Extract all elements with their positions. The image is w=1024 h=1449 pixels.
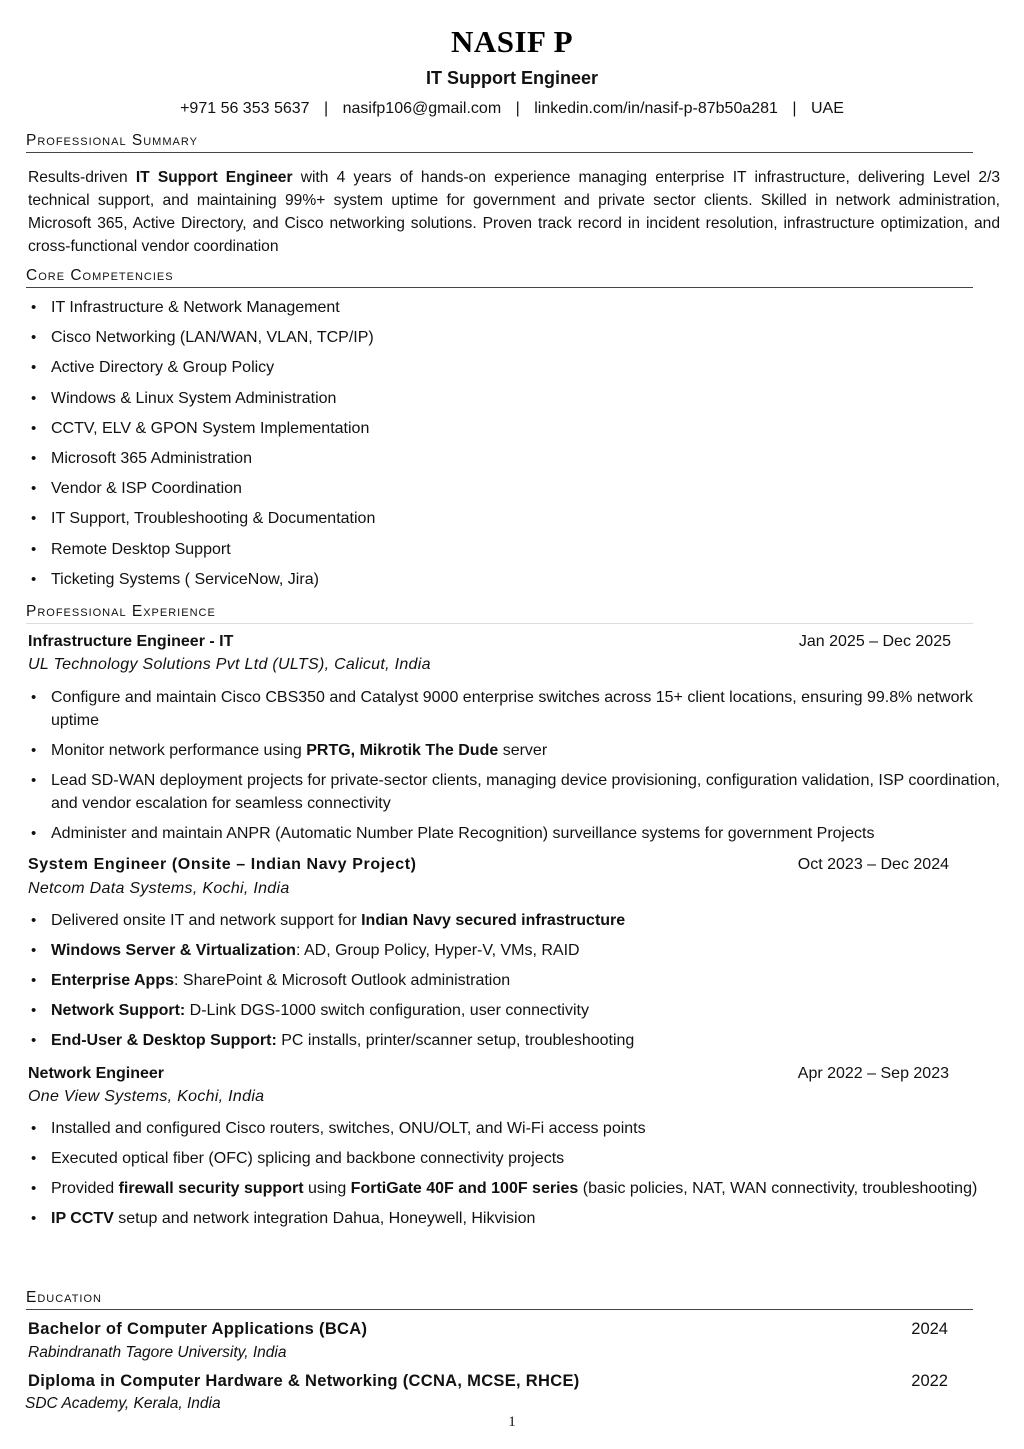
job-title: Network Engineer <box>28 1065 165 1082</box>
location: UAE <box>811 100 844 117</box>
contact-separator: | <box>792 100 797 117</box>
list-item: • Active Directory & Group Policy <box>28 353 375 383</box>
linkedin-link[interactable]: linkedin.com/in/nasif-p-87b50a281 <box>534 100 778 117</box>
competencies-list <box>28 293 375 595</box>
list-item: • Network Support: D-Link DGS-1000 switch configuration, user connectivity <box>28 999 1001 1022</box>
contact-line <box>0 100 1024 118</box>
list-item: • Cisco Networking (LAN/WAN, VLAN, TCP/IP) <box>28 323 375 353</box>
list-item: • Delivered onsite IT and network support for Indian Navy secured infrastructure <box>28 909 1001 932</box>
summary-text-post: with 4 years of hands-on experience managing enterprise IT infrastructure, delivering Level 2/3 technical support, and maintaining 99%+ system uptime for government and private sector clients. Skilled in network administration, Microsoft 365, Active Directory, and Cisco networking solutions. Proven track record in incident resolution, infrastructure optimization, and cross-functional vendor coordination <box>28 169 1000 255</box>
list-item: • End-User & Desktop Support: PC installs, printer/scanner setup, troubleshooting <box>28 1029 1001 1052</box>
company-name: One View Systems, Kochi, India <box>28 1088 265 1105</box>
job-title: Infrastructure Engineer - IT <box>28 633 234 650</box>
section-heading-education: Education <box>26 1289 973 1310</box>
contact-separator: | <box>324 100 329 117</box>
list-item: • IT Support, Troubleshooting & Documentation <box>28 504 375 534</box>
degree-year: 2024 <box>911 1320 948 1338</box>
list-item: • Installed and configured Cisco routers, switches, ONU/OLT, and Wi-Fi access points <box>28 1117 1001 1140</box>
list-item: • CCTV, ELV & GPON System Implementation <box>28 414 375 444</box>
list-item: • Remote Desktop Support <box>28 535 375 565</box>
job-dates: Apr 2022 – Sep 2023 <box>797 1065 949 1082</box>
summary-paragraph <box>28 166 1000 258</box>
list-item: • Configure and maintain Cisco CBS350 and Catalyst 9000 enterprise switches across 15+ client locations, ensuring 99.8% network uptime <box>28 686 1001 732</box>
list-item: • Windows & Linux System Administration <box>28 384 375 414</box>
section-heading-summary: Professional Summary <box>26 132 973 153</box>
job-bullets <box>28 909 1001 1059</box>
list-item: • Lead SD-WAN deployment projects for private-sector clients, managing device provisioning, configuration validation, ISP coordination, and vendor escalation for seamless connectivity <box>28 769 1001 815</box>
job-title: System Engineer (Onsite – Indian Navy Project) <box>28 856 417 873</box>
institution-name: SDC Academy, Kerala, India <box>25 1395 221 1412</box>
degree-title: Diploma in Computer Hardware & Networking (CCNA, MCSE, RHCE) <box>28 1372 580 1390</box>
job-bullets <box>28 1117 1001 1237</box>
section-heading-competencies: Core Competencies <box>26 267 973 288</box>
list-item: • IT Infrastructure & Network Management <box>28 293 375 323</box>
job-dates: Oct 2023 – Dec 2024 <box>797 856 949 873</box>
summary-text-bold: IT Support Engineer <box>135 169 293 186</box>
list-item: • IP CCTV setup and network integration Dahua, Honeywell, Hikvision <box>28 1207 1001 1230</box>
institution-name: Rabindranath Tagore University, India <box>28 1344 287 1361</box>
job-bullets <box>28 686 1001 852</box>
candidate-name: NASIF P <box>450 24 574 59</box>
list-item: • Enterprise Apps: SharePoint & Microsoft Outlook administration <box>28 969 1001 992</box>
company-name: UL Technology Solutions Pvt Ltd (ULTS), Calicut, India <box>28 656 431 673</box>
list-item: • Executed optical fiber (OFC) splicing and backbone connectivity projects <box>28 1147 1001 1170</box>
job-dates: Jan 2025 – Dec 2025 <box>798 633 951 650</box>
contact-separator: | <box>515 100 520 117</box>
degree-title: Bachelor of Computer Applications (BCA) <box>28 1320 368 1338</box>
list-item: • Vendor & ISP Coordination <box>28 474 375 504</box>
phone-number: +971 56 353 5637 <box>180 100 310 117</box>
degree-year: 2022 <box>911 1372 948 1390</box>
list-item: • Windows Server & Virtualization: AD, Group Policy, Hyper-V, VMs, RAID <box>28 939 1001 962</box>
section-heading-experience: Professional Experience <box>26 603 973 624</box>
list-item: • Microsoft 365 Administration <box>28 444 375 474</box>
list-item: • Administer and maintain ANPR (Automatic Number Plate Recognition) surveillance systems for government Projects <box>28 822 1001 845</box>
list-item: • Provided firewall security support using FortiGate 40F and 100F series (basic policies, NAT, WAN connectivity, troubleshooting) <box>28 1177 1001 1200</box>
summary-text-pre: Results-driven <box>28 169 136 186</box>
page-number: 1 <box>508 1414 516 1430</box>
list-item: • Ticketing Systems ( ServiceNow, Jira) <box>28 565 375 595</box>
email-address[interactable]: nasifp106@gmail.com <box>342 100 502 117</box>
company-name: Netcom Data Systems, Kochi, India <box>28 880 290 897</box>
list-item: • Monitor network performance using PRTG, Mikrotik The Dude server <box>28 739 1001 762</box>
job-role-title: IT Support Engineer <box>425 68 598 88</box>
